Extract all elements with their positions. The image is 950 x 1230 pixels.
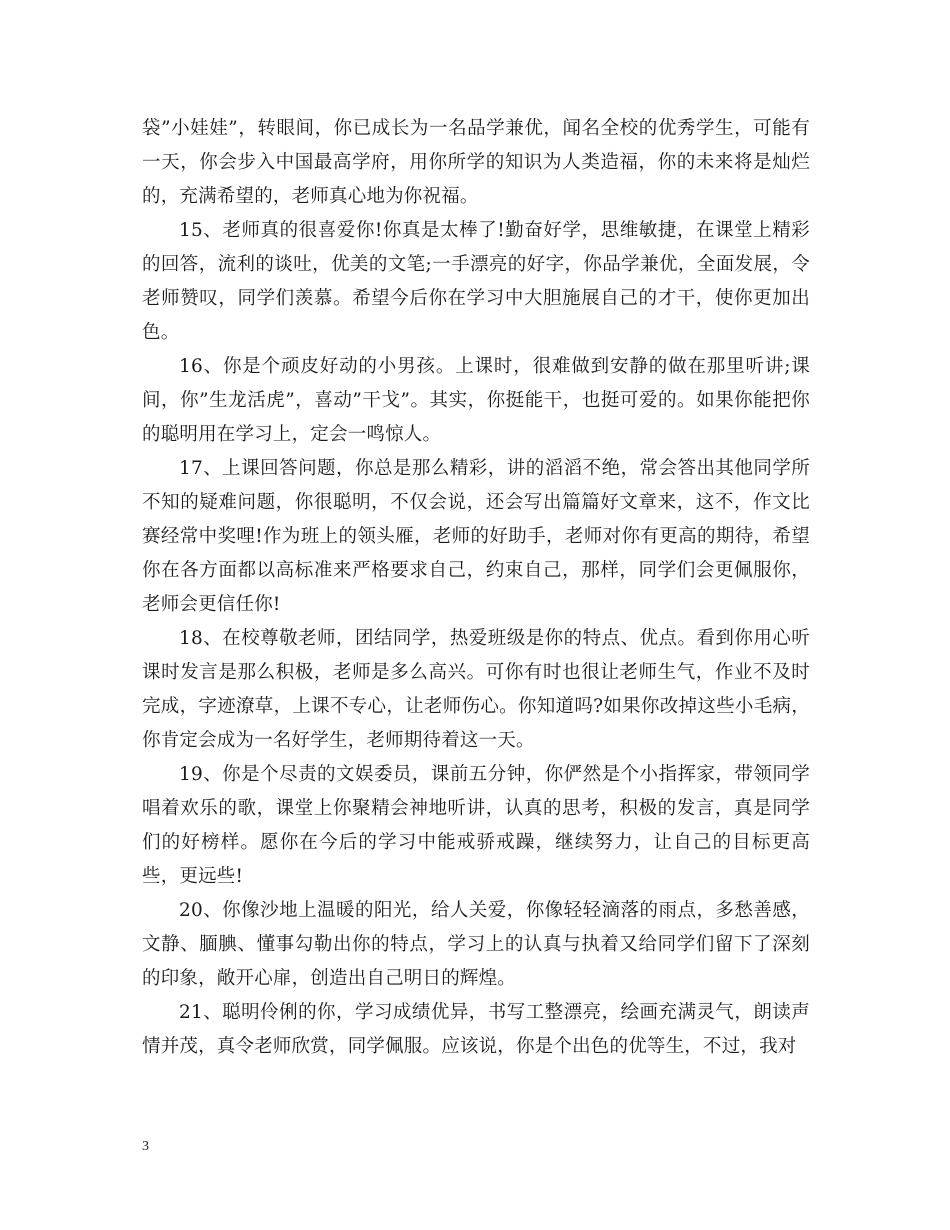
paragraph-comment-16: 16、你是个顽皮好动的小男孩。上课时，很难做到安静的做在那里听讲;课间，你”生龙活虎”，喜动”干戈”。其实，你挺能干，也挺可爱的。如果你能把你的聪明用在学习上，定会一鸣惊人。 (142, 356, 810, 445)
paragraph-comment-15: 15、老师真的很喜爱你!你真是太棒了!勤奋好学，思维敏捷，在课堂上精彩的回答，流利的谈吐，优美的文笔;一手漂亮的好字，你品学兼优，全面发展，令老师赞叹，同学们羡慕。希望今后你在学习中大胆施展自己的才干，使你更加出色。 (142, 220, 810, 343)
document-body (142, 112, 810, 1064)
paragraph-comment-21: 21、聪明伶俐的你，学习成绩优异，书写工整漂亮，绘画充满灵气，朗读声情并茂，真令老师欣赏，同学佩服。应该说，你是个出色的优等生，不过，我对 (142, 1002, 810, 1057)
page-number: 3 (142, 1139, 149, 1154)
paragraph-comment-17: 17、上课回答问题，你总是那么精彩，讲的滔滔不绝，常会答出其他同学所不知的疑难问题，你很聪明，不仅会说，还会写出篇篇好文章来，这不，作文比赛经常中奖哩!作为班上的领头雁，老师的好助手，老师对你有更高的期待，希望你在各方面都以高标准来严格要求自己，约束自己，那样，同学们会更佩服你，老师会更信任你! (142, 458, 810, 615)
paragraph-comment-19: 19、你是个尽责的文娱委员，课前五分钟，你俨然是个小指挥家，带领同学唱着欢乐的歌，课堂上你聚精会神地听讲，认真的思考，积极的发言，真是同学们的好榜样。愿你在今后的学习中能戒骄戒躁，继续努力，让自己的目标更高些，更远些! (142, 764, 810, 887)
paragraph-comment-20: 20、你像沙地上温暖的阳光，给人关爱，你像轻轻滴落的雨点，多愁善感，文静、腼腆、懂事勾勒出你的特点，学习上的认真与执着又给同学们留下了深刻的印象，敞开心扉，创造出自己明日的辉煌。 (142, 900, 810, 989)
paragraph-comment-18: 18、在校尊敬老师，团结同学，热爱班级是你的特点、优点。看到你用心听课时发言是那么积极，老师是多么高兴。可你有时也很让老师生气，作业不及时完成，字迹潦草，上课不专心，让老师伤心。你知道吗?如果你改掉这些小毛病，你肯定会成为一名好学生，老师期待着这一天。 (142, 628, 810, 751)
paragraph-continuation: 袋”小娃娃”，转眼间，你已成长为一名品学兼优，闻名全校的优秀学生，可能有一天，你会步入中国最高学府，用你所学的知识为人类造福，你的未来将是灿烂的，充满希望的，老师真心地为你祝福。 (142, 118, 810, 207)
